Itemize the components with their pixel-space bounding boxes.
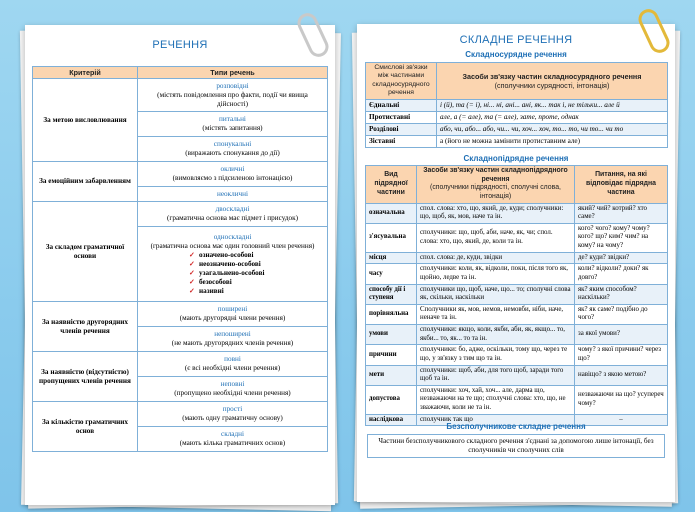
complex-subtitle: Складнопідрядне речення bbox=[463, 154, 569, 163]
type-cell bbox=[138, 112, 328, 137]
list-item: ✓ неозначено-особові bbox=[199, 260, 324, 269]
left-page-title: РЕЧЕННЯ bbox=[152, 39, 208, 51]
criterion-cell: За наявністю (відсутністю) пропущених членів речення bbox=[33, 352, 138, 402]
clause-means: сполучники: що, щоб, аби, наче, як, чи; спол. слова: хто, що, який, де, коли та ін. bbox=[417, 223, 575, 252]
header-text: Засоби зв'язку частин складносурядного речення bbox=[462, 71, 642, 81]
type-desc: (вимовляємо з підсиленою інтонацією) bbox=[172, 174, 293, 182]
compound-type: Розділові bbox=[366, 123, 437, 135]
clause-type: мети bbox=[366, 365, 417, 385]
type-name: односкладні bbox=[213, 232, 252, 241]
clause-type: означальна bbox=[366, 203, 417, 223]
clause-type: часу bbox=[366, 264, 417, 284]
clause-type: з'ясувальна bbox=[366, 223, 417, 252]
type-name: повні bbox=[224, 355, 241, 363]
clause-question: – bbox=[575, 414, 668, 426]
type-cell bbox=[138, 302, 328, 327]
clause-means: спол. слова: хто, що, який, де, куди; сполучники: що, щоб, як, мов, наче та ін. bbox=[417, 203, 575, 223]
clause-type: умови bbox=[366, 325, 417, 345]
one-member-subtypes-list bbox=[181, 251, 324, 296]
clause-means: сполучники: якщо, коли, якби, аби, як, якщо... то, якби... то, як... то та ін. bbox=[417, 325, 575, 345]
criterion-cell: За емоційним забарвленням bbox=[33, 162, 138, 202]
compound-means: і (й), та (= і), ні... ні, ані... ані, як... так і, не тільки... але й bbox=[437, 99, 668, 111]
clause-means: сполучник так що bbox=[417, 414, 575, 426]
clause-question: який? чий? котрий? хто саме? bbox=[575, 203, 668, 223]
type-name: двоскладні bbox=[215, 205, 250, 213]
clause-question: коли? відколи? доки? як довго? bbox=[575, 264, 668, 284]
header-sub: (сполучники підрядності, сполучні слова, інтонація) bbox=[430, 184, 561, 200]
list-item: ✓ називні bbox=[199, 287, 324, 296]
right-page-title: СКЛАДНЕ РЕЧЕННЯ bbox=[459, 34, 573, 46]
type-name: окличні bbox=[220, 165, 245, 173]
clause-type: способу дії і ступеня bbox=[366, 284, 417, 304]
complex-col2-header bbox=[417, 166, 575, 204]
type-cell bbox=[138, 377, 328, 402]
left-sheet bbox=[25, 25, 335, 505]
clause-question: за якої умови? bbox=[575, 325, 668, 345]
complex-col1-header: Вид підрядної частини bbox=[366, 166, 417, 204]
type-cell bbox=[138, 227, 328, 302]
type-desc: (граматична основа має підмет і присудок) bbox=[167, 214, 298, 222]
clause-means: Сполучники як, мов, немов, немовби, ніби, наче, неначе та ін. bbox=[417, 304, 575, 324]
clause-question: де? куди? звідки? bbox=[575, 252, 668, 264]
clause-means: сполучники: хоч, хай, хоч... але, дарма що, незважаючи на те що; сполучні слова: хто, що, не зважаючи, коли не та ін. bbox=[417, 385, 575, 414]
list-item: ✓ означено-особові bbox=[199, 251, 324, 260]
clause-type: наслідкова bbox=[366, 414, 417, 426]
type-cell bbox=[138, 187, 328, 202]
type-cell bbox=[138, 162, 328, 187]
clause-type: допустова bbox=[366, 385, 417, 414]
clause-question: кого? чого? кому? чому? кого? що? ким? чим? на кому? на чому? bbox=[575, 223, 668, 252]
right-sheet bbox=[357, 24, 675, 502]
compound-type: Протиставні bbox=[366, 111, 437, 123]
type-cell bbox=[138, 202, 328, 227]
types-header: Типи речень bbox=[138, 67, 328, 79]
clause-question: незважаючи на що? усупереч чому? bbox=[575, 385, 668, 414]
clause-means: спол. слова: де, куди, звідки bbox=[417, 252, 575, 264]
type-name: прості bbox=[222, 405, 243, 413]
compound-col1-header: Смислові зв'язки між частинами складносурядного речення bbox=[366, 63, 437, 100]
header-text: Засоби зв'язку частин складнопідрядного речення bbox=[423, 167, 568, 183]
compound-sentence-table bbox=[365, 62, 668, 148]
type-name: поширені bbox=[217, 305, 248, 313]
asyndetic-description: Частини безсполучникового складного речення з'єднані за допомогою лише інтонації, без сполучників чи сполучних слів bbox=[367, 434, 665, 458]
criterion-header: Критерій bbox=[33, 67, 138, 79]
type-cell bbox=[138, 352, 328, 377]
type-cell bbox=[138, 402, 328, 427]
clause-question: як? яким способом? наскільки? bbox=[575, 284, 668, 304]
type-desc: (граматична основа має один головний член речення) bbox=[150, 241, 315, 250]
criterion-cell: За метою висловлювання bbox=[33, 79, 138, 162]
criterion-cell: За кількістю граматичних основ bbox=[33, 402, 138, 452]
type-cell bbox=[138, 327, 328, 352]
compound-col2-header bbox=[437, 63, 668, 100]
type-cell bbox=[138, 137, 328, 162]
compound-type: Єднальні bbox=[366, 99, 437, 111]
clause-means: сполучники: коли, як, відколи, поки, після того як, щойно, ледве та ін. bbox=[417, 264, 575, 284]
compound-means: або, чи, або... або, чи... чи, хоч... хоч, то... то, чи то... чи то bbox=[437, 123, 668, 135]
type-cell bbox=[138, 79, 328, 112]
type-desc: (виражають спонукання до дії) bbox=[185, 149, 280, 157]
type-name: неповні bbox=[220, 380, 245, 388]
list-item: ✓ безособові bbox=[199, 278, 324, 287]
clause-question: як? як саме? подібно до чого? bbox=[575, 304, 668, 324]
compound-subtitle: Складносурядне речення bbox=[465, 50, 567, 59]
clause-means: сполучники: бо, адже, оскільки, тому що, через те що, у зв'язку з тим що та ін. bbox=[417, 345, 575, 365]
complex-sentence-table bbox=[365, 165, 668, 426]
type-name: непоширені bbox=[214, 330, 251, 338]
criterion-cell: За наявністю другорядних членів речення bbox=[33, 302, 138, 352]
clause-means: сполучники: щоб, аби, для того щоб, заради того щоб та ін. bbox=[417, 365, 575, 385]
type-cell bbox=[138, 427, 328, 452]
compound-means: але, а (= але), та (= але), зате, проте, однак bbox=[437, 111, 668, 123]
type-name: питальні bbox=[219, 115, 246, 123]
compound-means: а (його не можна замінити протиставним але) bbox=[437, 135, 668, 147]
compound-type: Зіставні bbox=[366, 135, 437, 147]
type-desc: (містять повідомлення про факти, події чи явища дійсності) bbox=[157, 90, 308, 108]
clause-type: причини bbox=[366, 345, 417, 365]
type-desc: (містять запитання) bbox=[202, 124, 263, 132]
type-name: спонукальні bbox=[213, 140, 252, 148]
type-desc: (є всі необхідні члени речення) bbox=[184, 364, 281, 372]
clause-type: місця bbox=[366, 252, 417, 264]
type-desc: (мають кілька граматичних основ) bbox=[179, 439, 286, 447]
complex-col3-header: Питання, на які відповідає підрядна частина bbox=[575, 166, 668, 204]
sentence-types-table bbox=[32, 66, 328, 452]
type-desc: (мають другорядні члени речення) bbox=[179, 314, 286, 322]
clause-means: сполучники що, щоб, наче, що... то; сполучні слова як, скільки, наскільки bbox=[417, 284, 575, 304]
type-name: неокличні bbox=[216, 189, 248, 198]
type-desc: (мають одну граматичну основу) bbox=[182, 414, 283, 422]
criterion-cell: За складом граматичної основи bbox=[33, 202, 138, 302]
clause-question: чому? з якої причини? через що? bbox=[575, 345, 668, 365]
type-name: розповідні bbox=[216, 81, 249, 90]
list-item: ✓ узагальнено-особові bbox=[199, 269, 324, 278]
clause-type: порівняльна bbox=[366, 304, 417, 324]
type-desc: (пропущено необхідні члени речення) bbox=[174, 389, 291, 397]
type-name: складні bbox=[221, 430, 244, 438]
header-sub: (сполучники сурядності, інтонація) bbox=[494, 80, 610, 90]
clause-question: навіщо? з якою метою? bbox=[575, 365, 668, 385]
type-desc: (не мають другорядних членів речення) bbox=[171, 339, 294, 347]
asyndetic-subtitle: Безсполучникове складне речення bbox=[446, 422, 586, 431]
